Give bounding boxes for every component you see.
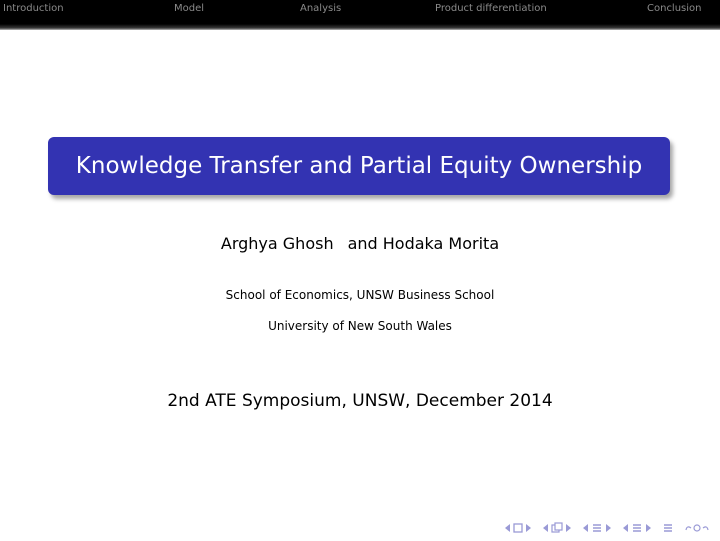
nav-introduction[interactable]: Introduction: [3, 3, 64, 14]
nav-model[interactable]: Model: [174, 3, 205, 14]
next-section-icon[interactable]: [645, 522, 652, 534]
slide-frame-icon[interactable]: [513, 522, 523, 534]
appendix-icon[interactable]: [662, 522, 674, 534]
search-back-forward-icon[interactable]: [684, 522, 710, 534]
institution-university: University of New South Wales: [268, 319, 452, 333]
next-slide-icon[interactable]: [525, 522, 532, 534]
section-icon[interactable]: [631, 522, 643, 534]
prev-subsection-icon[interactable]: [582, 522, 589, 534]
beamer-navigation-symbols: [504, 521, 710, 535]
institution-school: School of Economics, UNSW Business School: [225, 288, 495, 302]
next-frame-icon[interactable]: [565, 522, 572, 534]
prev-section-icon[interactable]: [622, 522, 629, 534]
subsection-icon[interactable]: [591, 522, 603, 534]
nav-product-differentiation[interactable]: Product differentiation: [435, 3, 547, 14]
prev-frame-icon[interactable]: [542, 522, 549, 534]
section-navbar: [0, 0, 720, 30]
slide-title: Knowledge Transfer and Partial Equity Ownership: [75, 153, 643, 179]
prev-slide-icon[interactable]: [504, 522, 511, 534]
next-subsection-icon[interactable]: [605, 522, 612, 534]
authors: [0, 234, 720, 253]
frame-icon[interactable]: [551, 522, 563, 534]
nav-analysis[interactable]: Analysis: [300, 3, 342, 14]
title-box: [48, 137, 670, 195]
author-name-coauthor: and Hodaka Morita: [347, 234, 500, 253]
nav-conclusion[interactable]: Conclusion: [647, 3, 702, 14]
author-name: Arghya Ghosh: [220, 234, 334, 253]
event-date: 2nd ATE Symposium, UNSW, December 2014: [167, 391, 553, 411]
